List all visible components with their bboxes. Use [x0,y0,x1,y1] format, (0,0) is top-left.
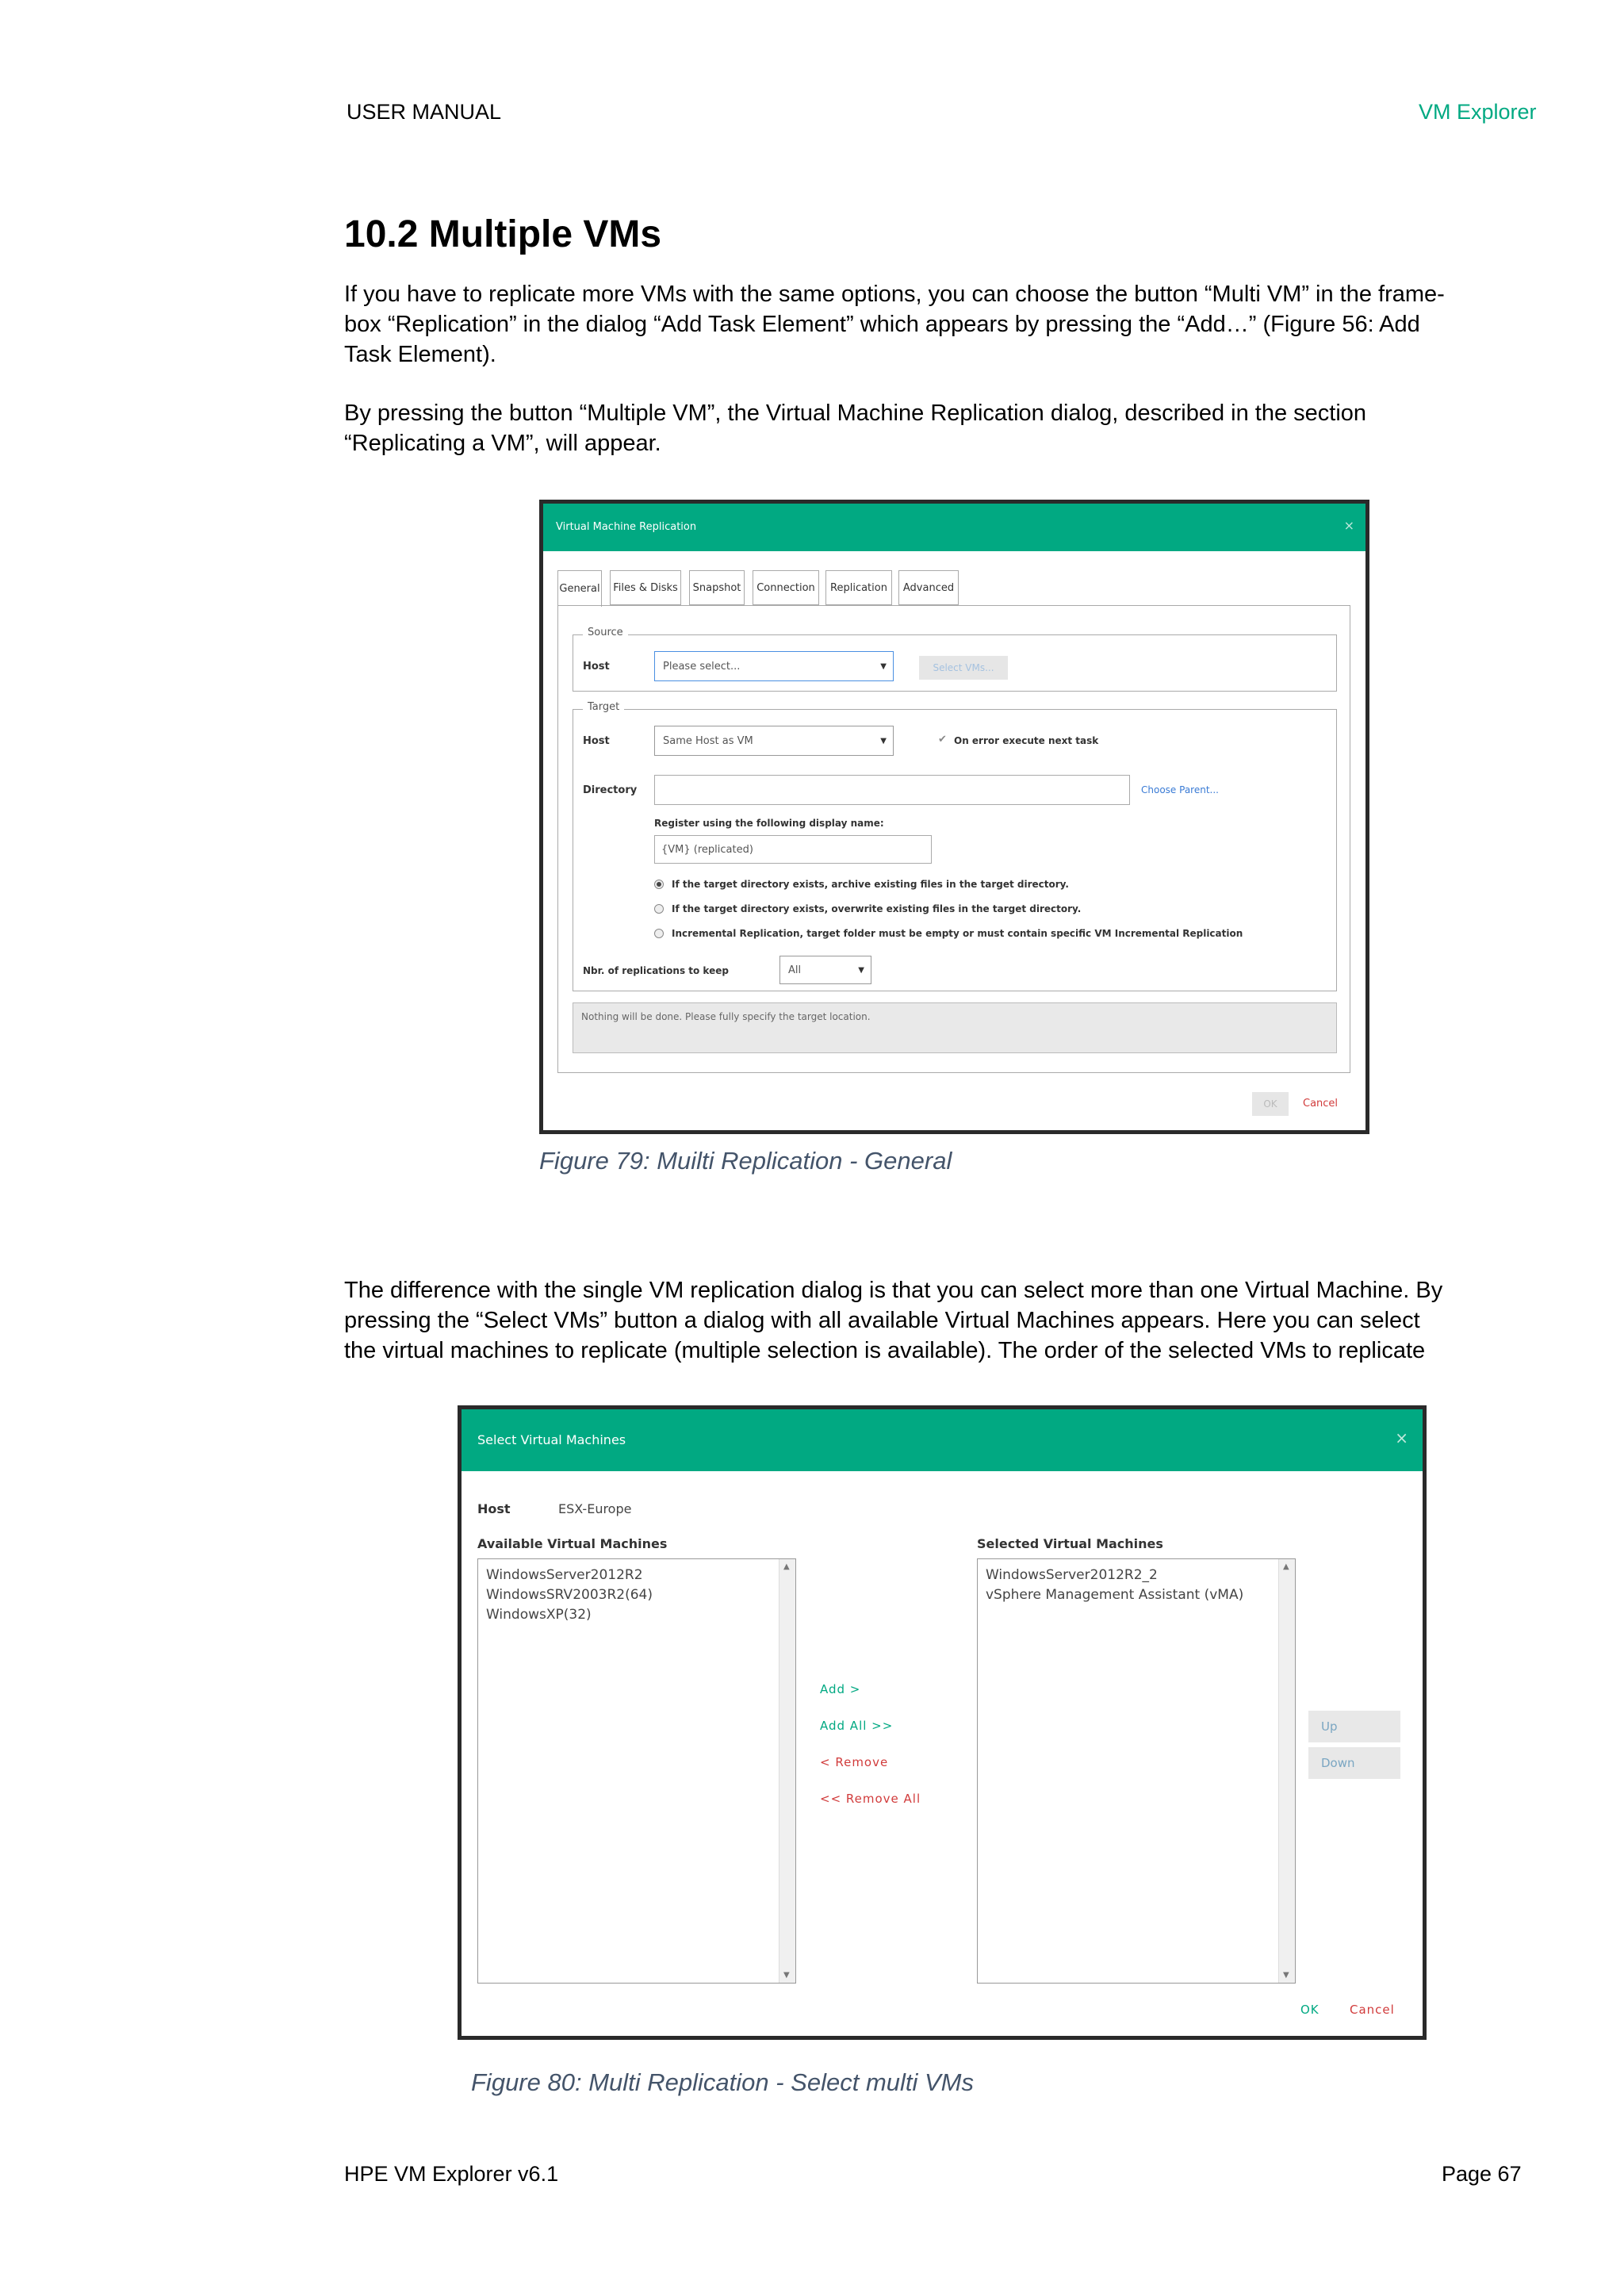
scroll-down-icon[interactable]: ▼ [1283,1971,1289,1980]
text-line: “Replicating a VM”, will appear. [344,431,661,456]
dialog-titlebar [462,1409,1423,1471]
remove-button[interactable]: < Remove [820,1755,889,1769]
source-fieldset [573,627,1337,692]
difference-paragraph [344,1275,1534,1366]
target-host-label: Host [583,735,610,747]
list-item[interactable]: vSphere Management Assistant (vMA) [986,1587,1244,1603]
display-name-input[interactable]: {VM} (replicated) [654,835,932,864]
header-product: VM Explorer [1419,100,1537,124]
close-icon[interactable]: × [1395,1428,1408,1447]
radio-incremental[interactable] [654,929,664,938]
tab-snapshot[interactable]: Snapshot [689,570,745,605]
choose-parent-link[interactable]: Choose Parent... [1141,784,1219,795]
dialog-title: Virtual Machine Replication [556,521,697,533]
figure-80-caption: Figure 80: Multi Replication - Select multi VMs [471,2068,975,2096]
tab-advanced[interactable]: Advanced [898,570,959,605]
header-title: USER MANUAL [347,100,502,124]
select-value: Please select... [663,660,741,673]
list-item[interactable]: WindowsXP(32) [486,1607,592,1623]
select-value: Same Host as VM [663,734,753,747]
ok-button[interactable]: OK [1252,1092,1289,1116]
checkbox-checked-icon[interactable]: ✔ [938,734,947,746]
nbr-replications-label: Nbr. of replications to keep [583,965,729,976]
selected-vms-list[interactable] [977,1558,1296,1984]
add-all-button[interactable]: Add All >> [820,1719,894,1733]
dialog-titlebar [543,504,1365,551]
tab-connection[interactable]: Connection [753,570,819,605]
text-line: pressing the “Select VMs” button a dialog with all available Virtual Machines appears. Here you can select [344,1308,1420,1333]
vm-replication-dialog [539,500,1369,1134]
cancel-button[interactable]: Cancel [1303,1098,1339,1110]
status-message: Nothing will be done. Please fully specify the target location. [573,1002,1337,1053]
cancel-button[interactable]: Cancel [1350,2003,1395,2017]
tab-general[interactable]: General [557,570,602,607]
down-button[interactable]: Down [1308,1747,1400,1779]
radio-archive-label: If the target directory exists, archive existing files in the target directory. [672,879,1069,890]
select-vms-button[interactable]: Select VMs... [919,656,1008,680]
text-line: box “Replication” in the dialog “Add Task Element” which appears by pressing the “Add…” (Figure 56: Add [344,312,1420,337]
register-label: Register using the following display name: [654,818,884,829]
figure-79-caption: Figure 79: Muilti Replication - General [539,1147,952,1175]
target-host-select[interactable] [654,726,894,756]
scrollbar[interactable] [1278,1559,1295,1983]
text-line: Task Element). [344,342,496,367]
multiple-vm-paragraph [344,398,1534,458]
section-title: 10.2 Multiple VMs [344,213,662,255]
available-vms-list[interactable] [477,1558,796,1984]
directory-input[interactable] [654,775,1130,805]
list-item[interactable]: WindowsServer2012R2_2 [986,1567,1158,1583]
tab-panel [557,605,1350,1073]
scroll-up-icon[interactable]: ▲ [783,1562,790,1571]
source-host-select[interactable] [654,651,894,681]
host-value: ESX-Europe [558,1501,632,1516]
select-vms-dialog [458,1405,1427,2040]
nbr-replications-select[interactable] [779,956,871,984]
target-fieldset [573,701,1337,991]
source-host-label: Host [583,661,610,673]
host-label: Host [477,1501,511,1516]
radio-overwrite-label: If the target directory exists, overwrite existing files in the target directory. [672,903,1082,914]
intro-paragraph [344,279,1534,370]
page-number: Page 67 [1442,2162,1522,2186]
tab-replication[interactable]: Replication [825,570,892,605]
scroll-down-icon[interactable]: ▼ [783,1971,790,1980]
scroll-up-icon[interactable]: ▲ [1283,1562,1289,1571]
text-line: By pressing the button “Multiple VM”, the Virtual Machine Replication dialog, described in the section [344,401,1367,426]
list-item[interactable]: WindowsSRV2003R2(64) [486,1587,653,1603]
list-item[interactable]: WindowsServer2012R2 [486,1567,643,1583]
select-value: All [788,964,802,976]
radio-incremental-label: Incremental Replication, target folder must be empty or must contain specific VM Incremental Replication [672,928,1243,939]
up-button[interactable]: Up [1308,1711,1400,1742]
chevron-down-icon: ▼ [858,965,864,975]
radio-archive[interactable] [654,880,664,889]
chevron-down-icon: ▼ [880,736,887,746]
available-vms-label: Available Virtual Machines [477,1536,668,1551]
remove-all-button[interactable]: << Remove All [820,1792,921,1806]
dialog-title: Select Virtual Machines [477,1432,626,1447]
target-legend: Target [583,701,624,713]
directory-label: Directory [583,784,638,796]
on-error-label: On error execute next task [954,735,1099,746]
scrollbar[interactable] [779,1559,795,1983]
chevron-down-icon: ▼ [880,661,887,671]
text-line: If you have to replicate more VMs with the same options, you can choose the button “Multi VM” in the frame- [344,282,1445,307]
add-button[interactable]: Add > [820,1682,861,1696]
footer-product: HPE VM Explorer v6.1 [344,2162,559,2186]
source-legend: Source [583,627,628,638]
close-icon[interactable]: × [1343,518,1354,533]
tab-files-disks[interactable]: Files & Disks [610,570,681,605]
ok-button[interactable]: OK [1300,2003,1320,2017]
text-line: the virtual machines to replicate (multiple selection is available). The order of the selected VMs to replicate [344,1338,1426,1363]
radio-overwrite[interactable] [654,904,664,914]
text-line: The difference with the single VM replication dialog is that you can select more than one Virtual Machine. By [344,1278,1443,1303]
selected-vms-label: Selected Virtual Machines [977,1536,1163,1551]
